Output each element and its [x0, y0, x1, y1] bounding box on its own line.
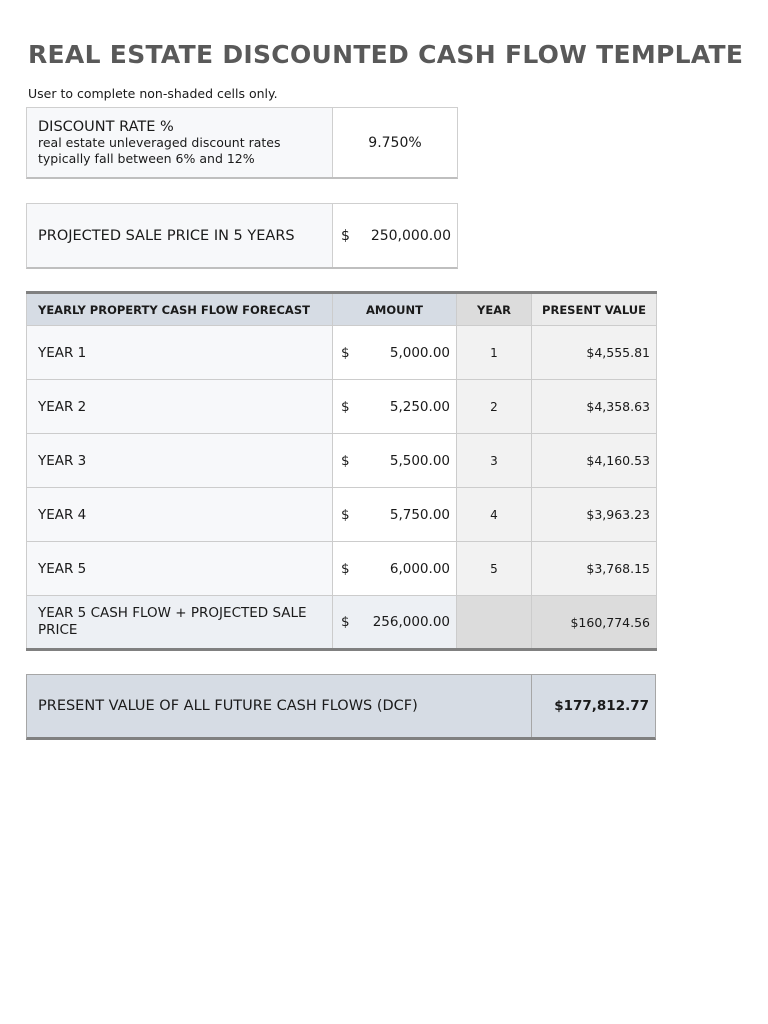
sale-price-value: 250,000.00 [370, 227, 451, 244]
row-year: 1 [457, 326, 532, 380]
row-amount: 5,000.00 [389, 344, 450, 361]
row-amount-input[interactable] [333, 434, 457, 488]
row-year: 3 [457, 434, 532, 488]
row-currency: $ [341, 398, 350, 415]
row-year: 2 [457, 380, 532, 434]
header-present-value: PRESENT VALUE [532, 293, 657, 326]
row-amount: 5,250.00 [389, 398, 450, 415]
total-row-amount: 256,000.00 [372, 614, 450, 630]
row-amount: 5,500.00 [389, 452, 450, 469]
sale-price-currency: $ [341, 227, 350, 244]
total-row-currency: $ [341, 614, 350, 630]
row-currency: $ [341, 344, 350, 361]
sale-price-input[interactable] [333, 204, 457, 267]
header-label: YEARLY PROPERTY CASH FLOW FORECAST [27, 293, 333, 326]
discount-rate-box [26, 107, 458, 179]
row-present-value: $4,358.63 [532, 380, 657, 434]
dcf-value: $177,812.77 [554, 698, 649, 714]
instructions-text: User to complete non-shaded cells only. [28, 86, 278, 101]
row-present-value: $3,963.23 [532, 488, 657, 542]
row-present-value: $3,768.15 [532, 542, 657, 596]
row-label: YEAR 5 [27, 542, 333, 596]
dcf-box [26, 674, 656, 740]
table-row [27, 380, 657, 434]
row-amount-input[interactable] [333, 542, 457, 596]
row-currency: $ [341, 560, 350, 577]
row-amount: 6,000.00 [389, 560, 450, 577]
discount-rate-label-cell [27, 108, 333, 177]
table-header-row [27, 293, 657, 326]
total-row-label: YEAR 5 CASH FLOW + PROJECTED SALE PRICE [27, 596, 333, 650]
discount-rate-value: 9.750% [368, 134, 422, 151]
total-row-present-value: $160,774.56 [532, 596, 657, 650]
row-year: 5 [457, 542, 532, 596]
discount-rate-input[interactable] [333, 108, 457, 177]
row-year: 4 [457, 488, 532, 542]
page-title-container [28, 38, 744, 74]
row-amount: 5,750.00 [389, 506, 450, 523]
discount-rate-note-line2: typically fall between 6% and 12% [38, 150, 255, 166]
row-label: YEAR 2 [27, 380, 333, 434]
row-present-value: $4,160.53 [532, 434, 657, 488]
row-label: YEAR 1 [27, 326, 333, 380]
dcf-label: PRESENT VALUE OF ALL FUTURE CASH FLOWS (DCF) [27, 675, 532, 737]
row-amount-input[interactable] [333, 488, 457, 542]
table-row [27, 326, 657, 380]
discount-rate-label: DISCOUNT RATE % [38, 118, 174, 135]
total-row-amount-cell [333, 596, 457, 650]
sale-price-box [26, 203, 458, 269]
row-present-value: $4,555.81 [532, 326, 657, 380]
row-currency: $ [341, 452, 350, 469]
total-row [27, 596, 657, 650]
discount-rate-note-line1: real estate unleveraged discount rates [38, 134, 281, 150]
row-label: YEAR 4 [27, 488, 333, 542]
table-row [27, 488, 657, 542]
header-amount: AMOUNT [333, 293, 457, 326]
sale-price-label-cell [27, 204, 333, 267]
sale-price-label: PROJECTED SALE PRICE IN 5 YEARS [38, 227, 295, 244]
table-row [27, 542, 657, 596]
table-row [27, 434, 657, 488]
row-currency: $ [341, 506, 350, 523]
row-label: YEAR 3 [27, 434, 333, 488]
cash-flow-table [26, 291, 657, 651]
row-amount-input[interactable] [333, 380, 457, 434]
row-amount-input[interactable] [333, 326, 457, 380]
header-year: YEAR [457, 293, 532, 326]
total-row-year-cell [457, 596, 532, 650]
page-title: REAL ESTATE DISCOUNTED CASH FLOW TEMPLATE [28, 40, 744, 69]
